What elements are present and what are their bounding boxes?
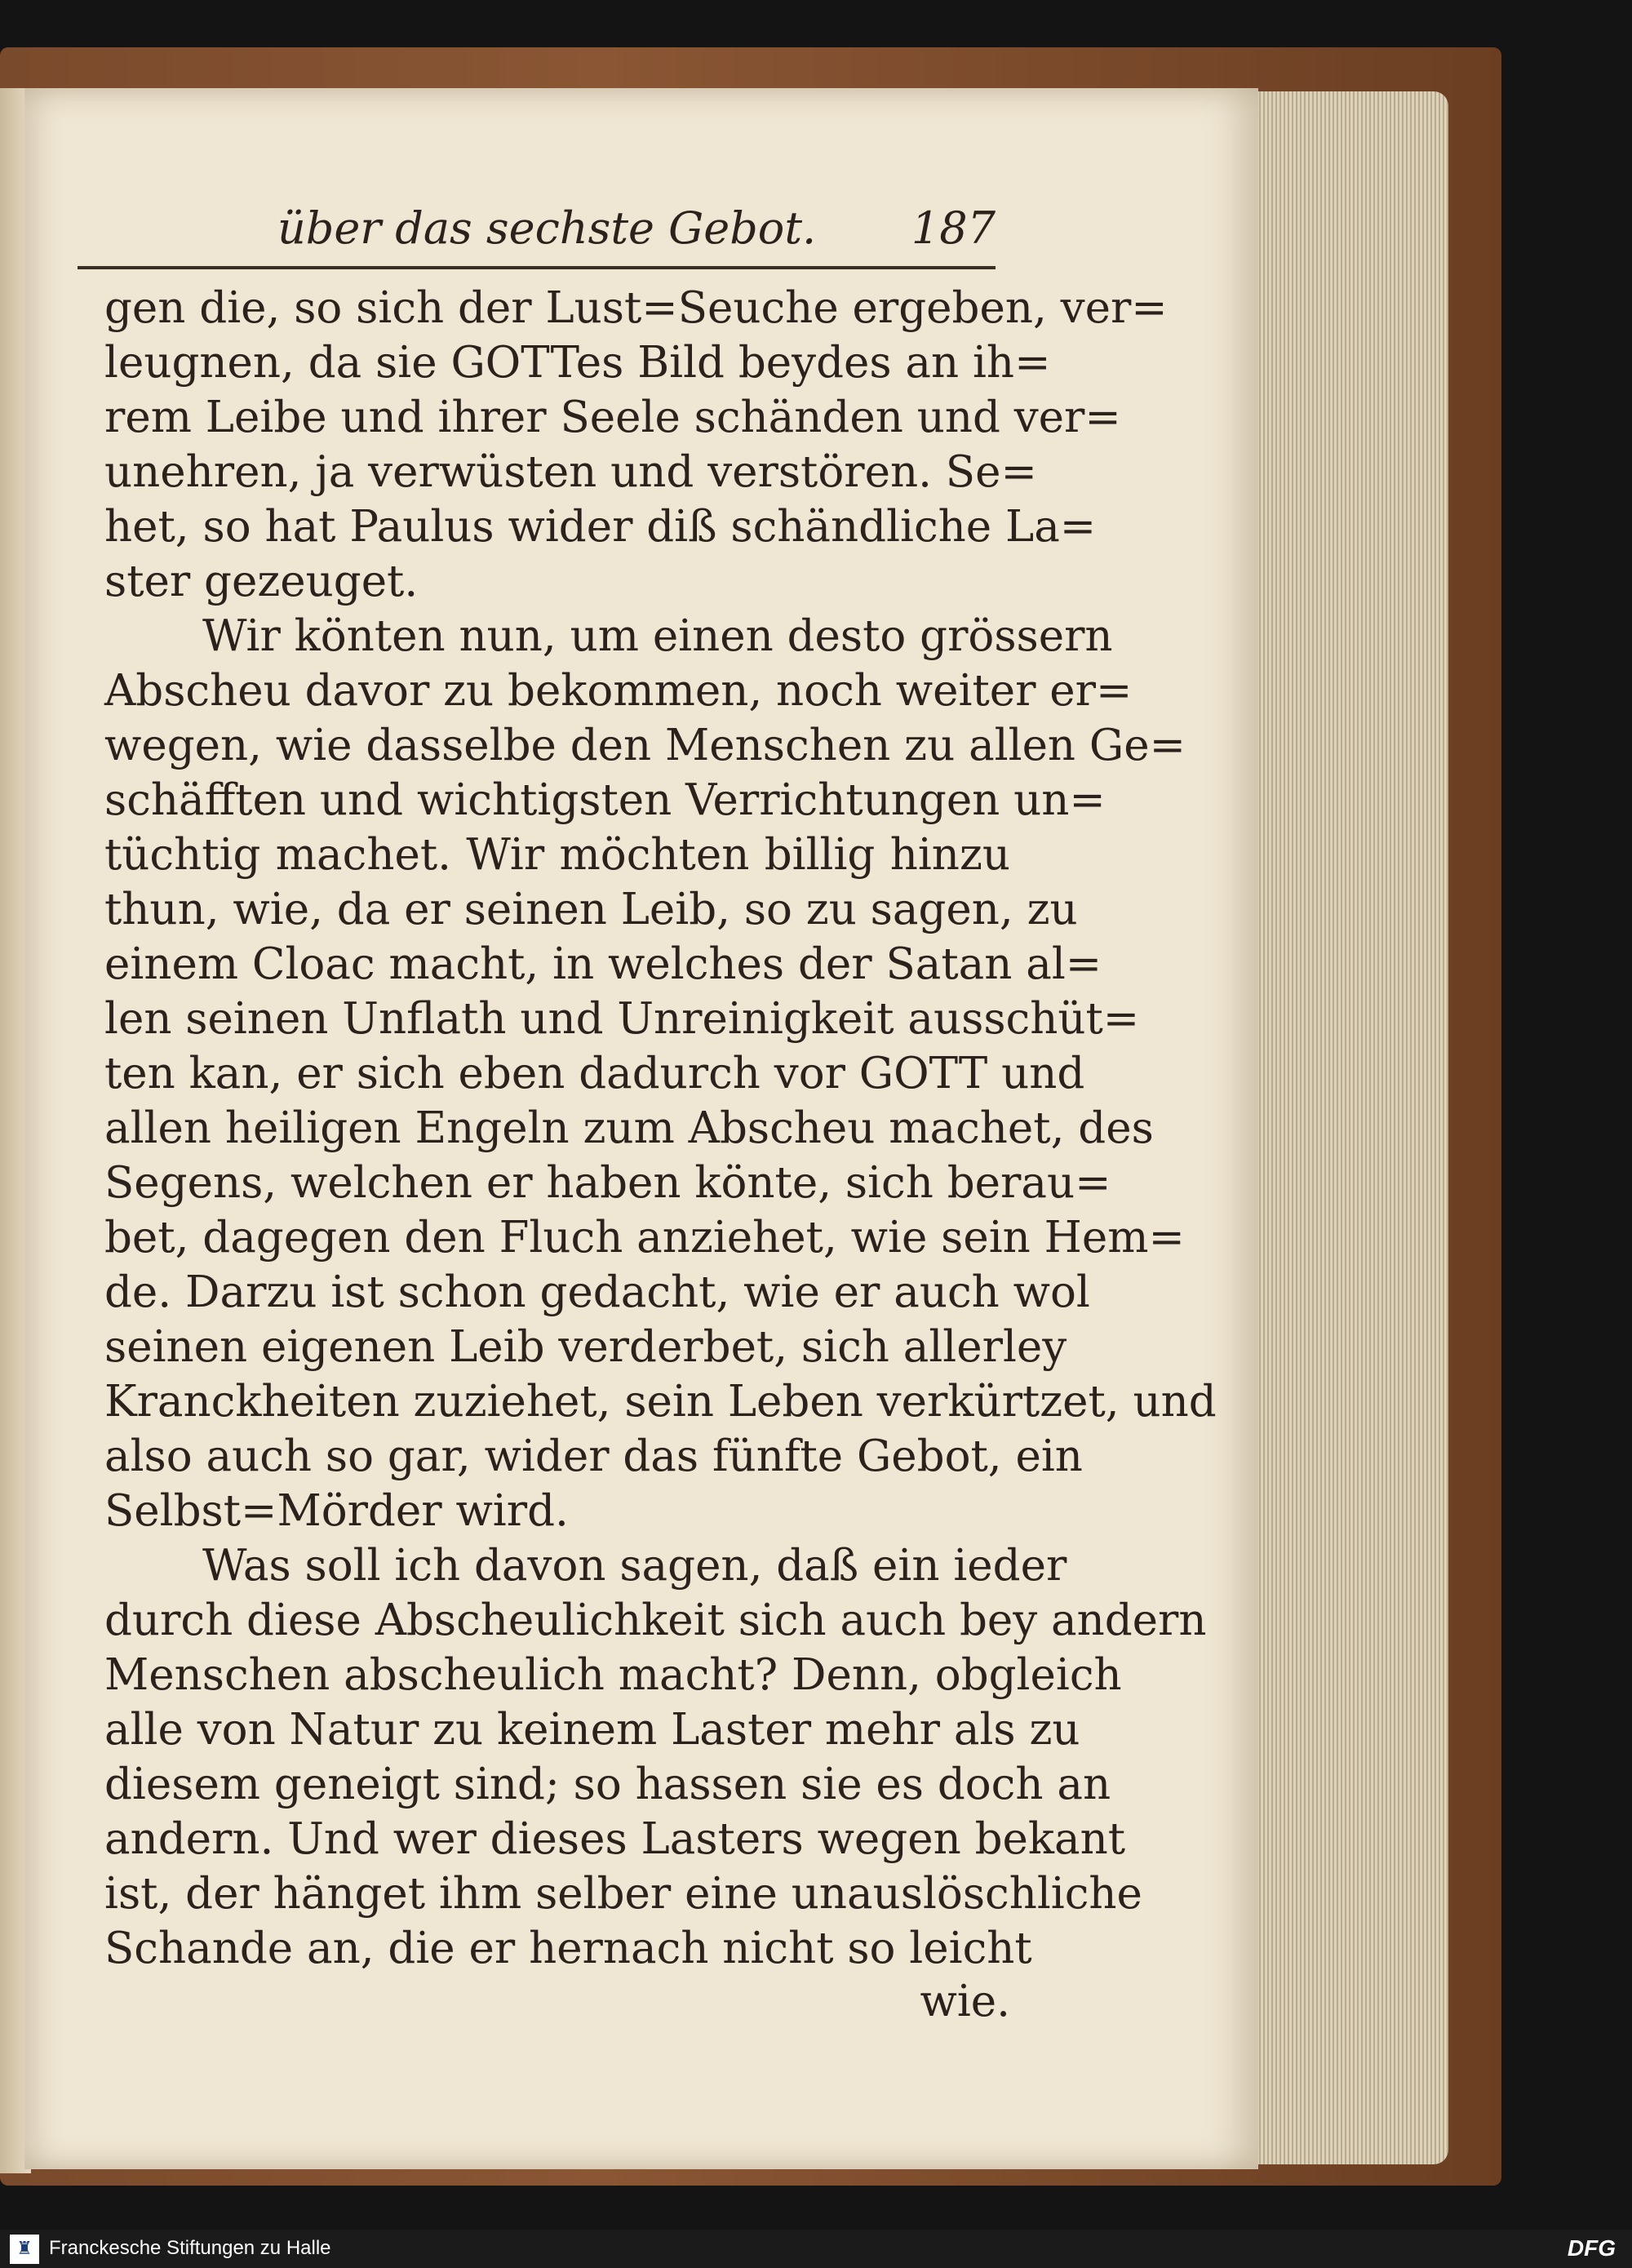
text-line: andern. Und wer dieses Lasters wegen bekant	[104, 1814, 1126, 1864]
institution-name: Franckesche Stiftungen zu Halle	[49, 2237, 331, 2259]
text-line: gen die, so sich der Lust=Seuche ergeben, ver=	[104, 283, 1168, 333]
text-line: len seinen Unflath und Unreinigkeit ausschüt=	[104, 994, 1140, 1044]
page-number: 187	[911, 202, 996, 254]
text-line: Selbst=Mörder wird.	[104, 1486, 569, 1536]
text-line: diesem geneigt sind; so hassen sie es doch an	[104, 1760, 1111, 1809]
dfg-logo: DFG	[1567, 2235, 1616, 2261]
text-line: bet, dagegen den Fluch anziehet, wie sein Hem=	[104, 1213, 1185, 1263]
text-line: einem Cloac macht, in welches der Satan al=	[104, 939, 1102, 989]
institution-logo-icon: ♜	[10, 2235, 39, 2264]
text-line: Menschen abscheulich macht? Denn, obgleich	[104, 1650, 1122, 1700]
footer-bar	[0, 2230, 1632, 2268]
text-line: Abscheu davor zu bekommen, noch weiter er=	[104, 666, 1133, 716]
text-line: unehren, ja verwüsten und verstören. Se=	[104, 447, 1037, 497]
text-line: ster gezeuget.	[104, 557, 419, 606]
running-title: über das sechste Gebot.	[277, 202, 817, 254]
page-block-edge	[1228, 91, 1448, 2164]
text-line: ten kan, er sich eben dadurch vor GOTT und	[104, 1049, 1085, 1098]
header-rule	[78, 266, 996, 269]
running-head	[245, 194, 996, 268]
body-text	[104, 280, 1217, 2026]
text-line: alle von Natur zu keinem Laster mehr als zu	[104, 1705, 1080, 1755]
paragraph-first-line: Wir könten nun, um einen desto grössern	[202, 611, 1113, 661]
text-line: Kranckheiten zuziehet, sein Leben verkürtzet, und	[104, 1377, 1217, 1427]
text-line: also auch so gar, wider das fünfte Gebot, ein	[104, 1431, 1083, 1481]
paragraph-first-line: Was soll ich davon sagen, daß ein ieder	[202, 1541, 1067, 1591]
text-line: allen heiligen Engeln zum Abscheu machet, des	[104, 1103, 1154, 1153]
text-line: Segens, welchen er haben könte, sich berau=	[104, 1158, 1111, 1208]
text-line: het, so hat Paulus wider diß schändliche La=	[104, 502, 1097, 552]
text-line: wegen, wie dasselbe den Menschen zu allen Ge=	[104, 721, 1186, 770]
text-line: de. Darzu ist schon gedacht, wie er auch wol	[104, 1267, 1090, 1317]
text-line: leugnen, da sie GOTTes Bild beydes an ih=	[104, 338, 1051, 388]
text-line: thun, wie, da er seinen Leib, so zu sagen, zu	[104, 885, 1078, 934]
text-line: ist, der hänget ihm selber eine unauslöschliche	[104, 1869, 1142, 1919]
text-line: Schande an, die er hernach nicht so leicht	[104, 1924, 1032, 1973]
text-line: tüchtig machet. Wir möchten billig hinzu	[104, 830, 1010, 880]
text-line: rem Leibe und ihrer Seele schänden und ver=	[104, 393, 1121, 442]
text-line: seinen eigenen Leib verderbet, sich allerley	[104, 1322, 1067, 1372]
book-page	[24, 88, 1258, 2169]
catchword: wie.	[920, 1977, 1010, 2026]
text-line: durch diese Abscheulichkeit sich auch bey andern	[104, 1596, 1207, 1645]
text-line: schäfften und wichtigsten Verrichtungen un=	[104, 775, 1106, 825]
